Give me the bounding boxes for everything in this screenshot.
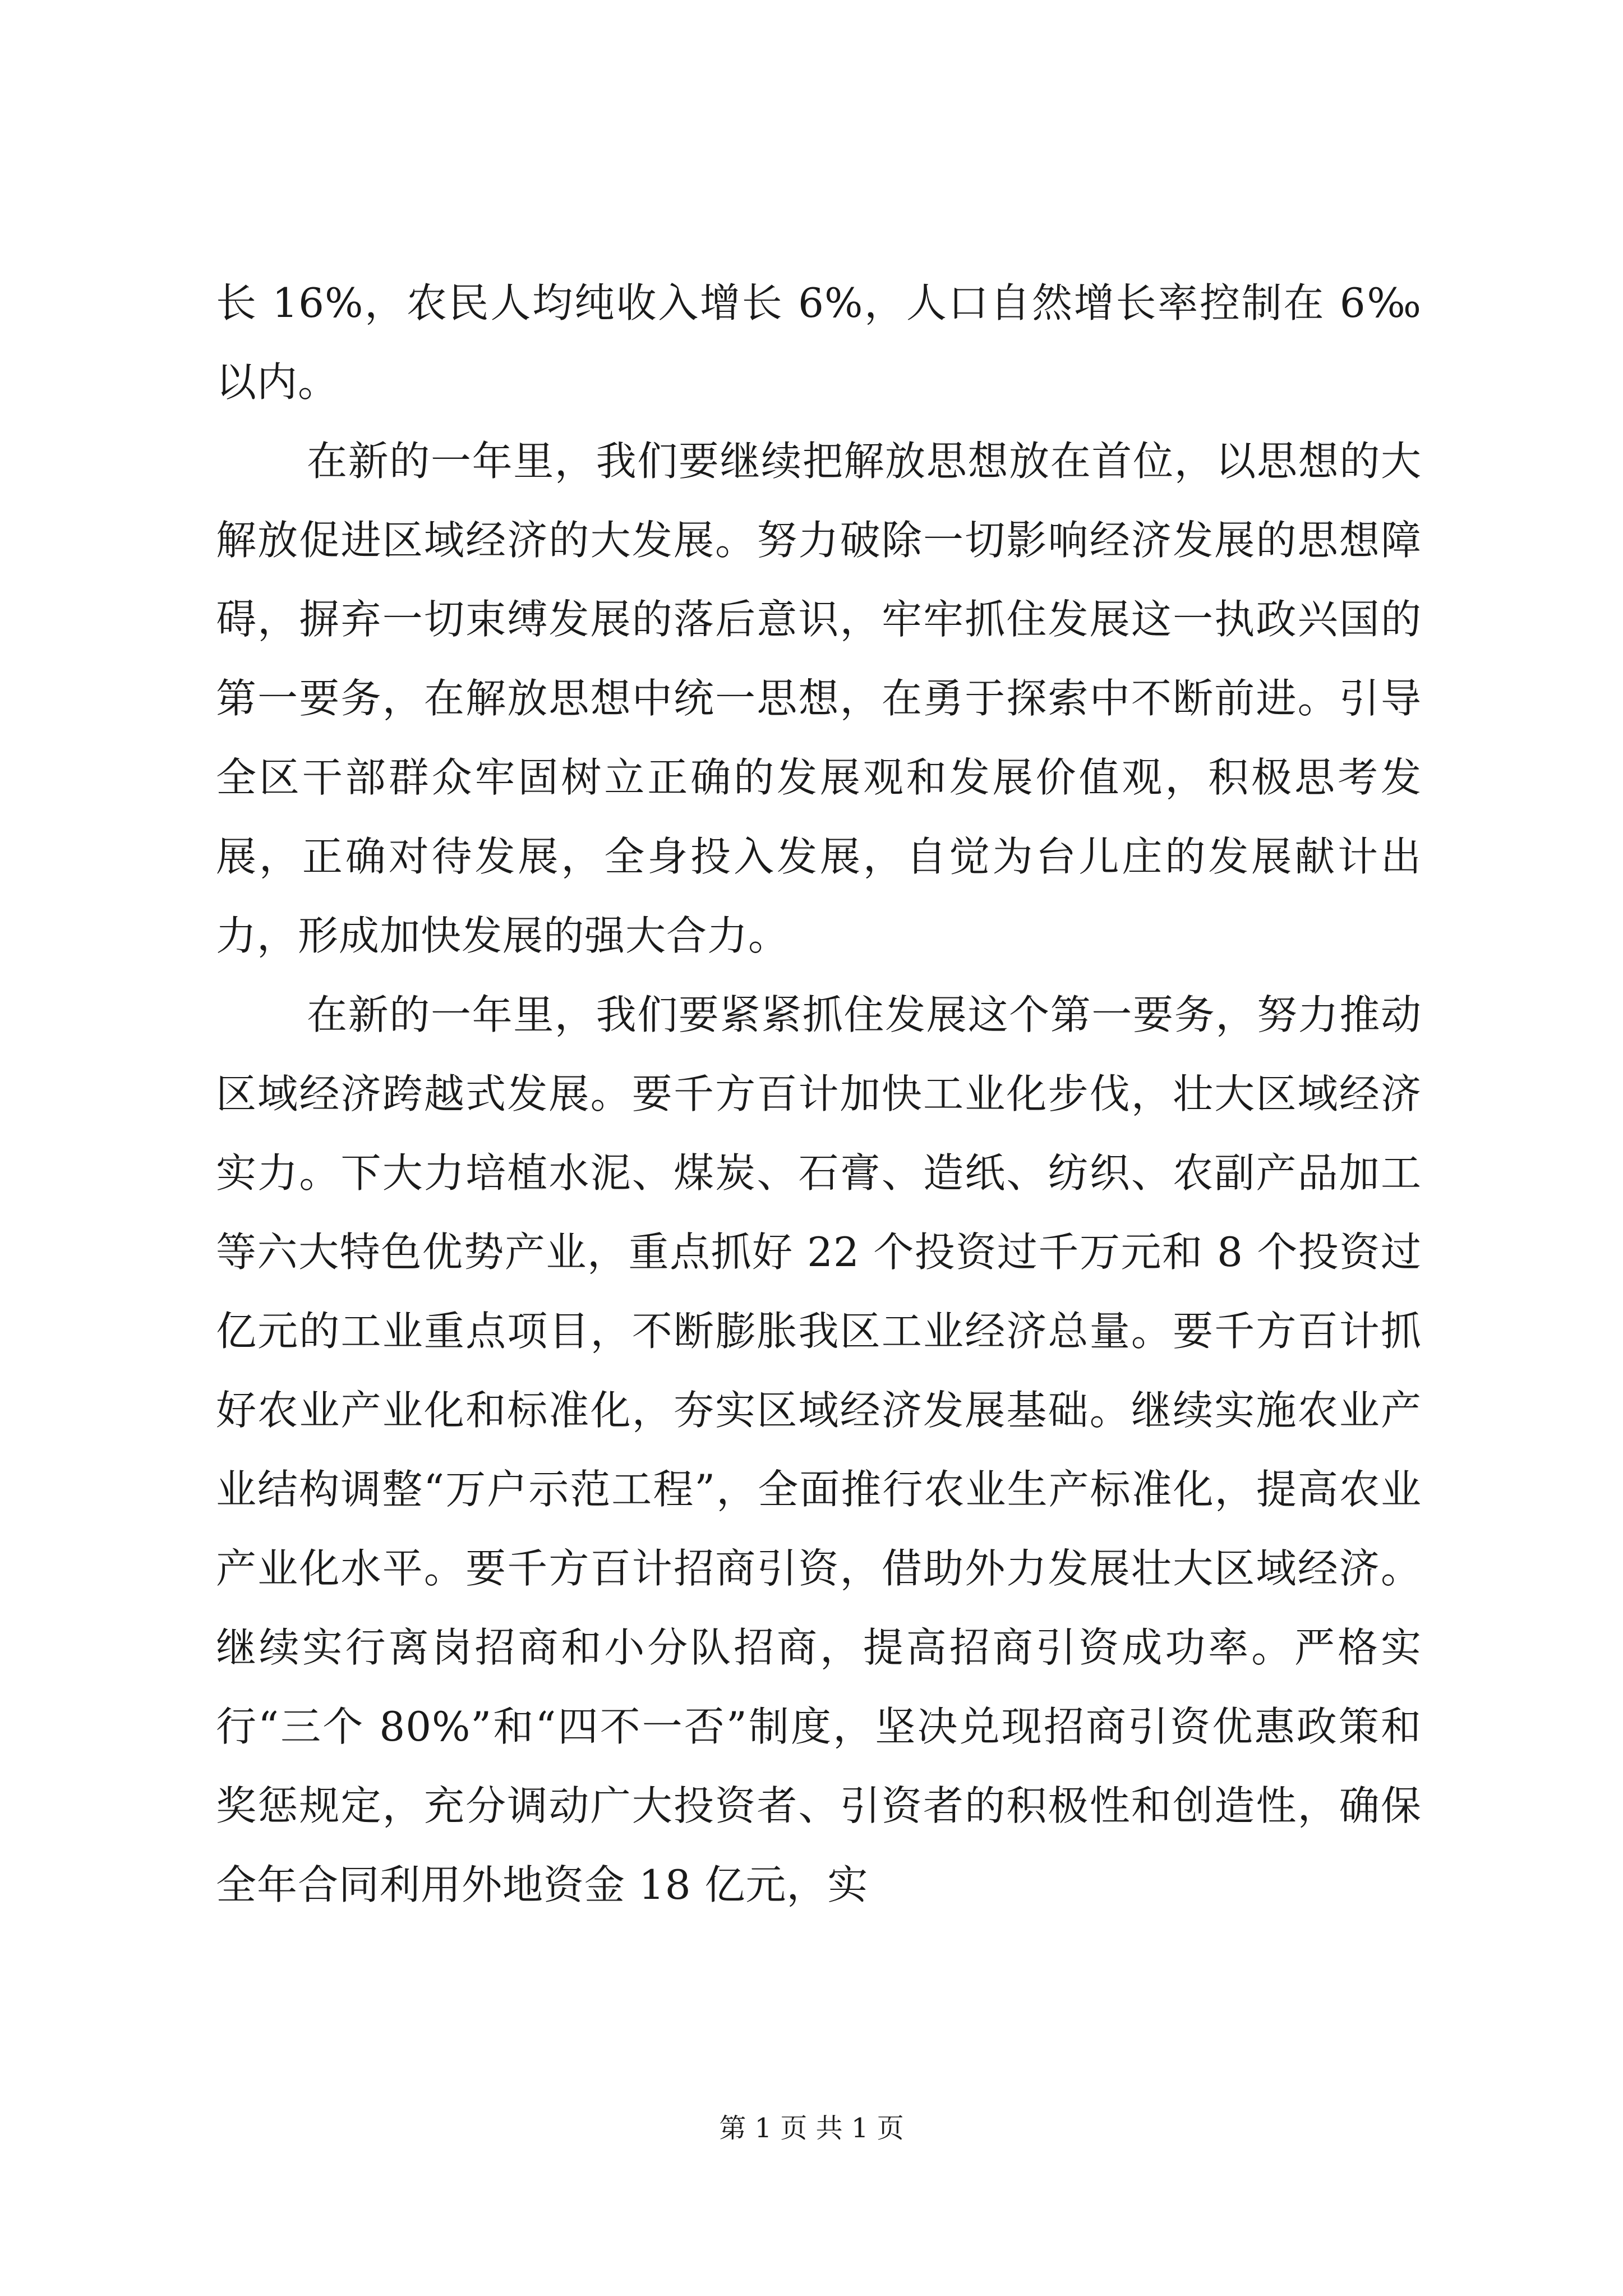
paragraph-1: 长 16%，农民人均纯收入增长 6%，人口自然增长率控制在 6‰以内。	[216, 279, 1422, 406]
document-body	[216, 264, 1422, 1925]
page-footer: 第 1 页 共 1 页	[719, 2113, 904, 2144]
paragraph-2: 在新的一年里，我们要继续把解放思想放在首位，以思想的大解放促进区域经济的大发展。努力破除一切影响经济发展的思想障碍，摒弃一切束缚发展的落后意识，牢牢抓住发展这一执政兴国的第一要务，在解放思想中统一思想，在勇于探索中不断前进。引导全区干部群众牢固树立正确的发展观和发展价值观，积极思考发展，正确对待发展，全身投入发展，自觉为台儿庄的发展献计出力，形成加快发展的强大合力。	[216, 438, 1422, 959]
paragraph-3: 在新的一年里，我们要紧紧抓住发展这个第一要务，努力推动区域经济跨越式发展。要千方百计加快工业化步伐，壮大区域经济实力。下大力培植水泥、煤炭、石膏、造纸、纺织、农副产品加工等六大特色优势产业，重点抓好 22 个投资过千万元和 8 个投资过亿元的工业重点项目，不断膨胀我区工业经济总量。要千方百计抓好农业产业化和标准化，夯实区域经济发展基础。继续实施农业产业结构调整“万户示范工程”，全面推行农业生产标准化，提高农业产业化水平。要千方百计招商引资，借助外力发展壮大区域经济。继续实行离岗招商和小分队招商，提高招商引资成功率。严格实行“三个 80%”和“四不一否”制度，坚决兑现招商引资优惠政策和奖惩规定，充分调动广大投资者、引资者的积极性和创造性，确保全年合同利用外地资金 18 亿元，实	[216, 991, 1422, 1908]
